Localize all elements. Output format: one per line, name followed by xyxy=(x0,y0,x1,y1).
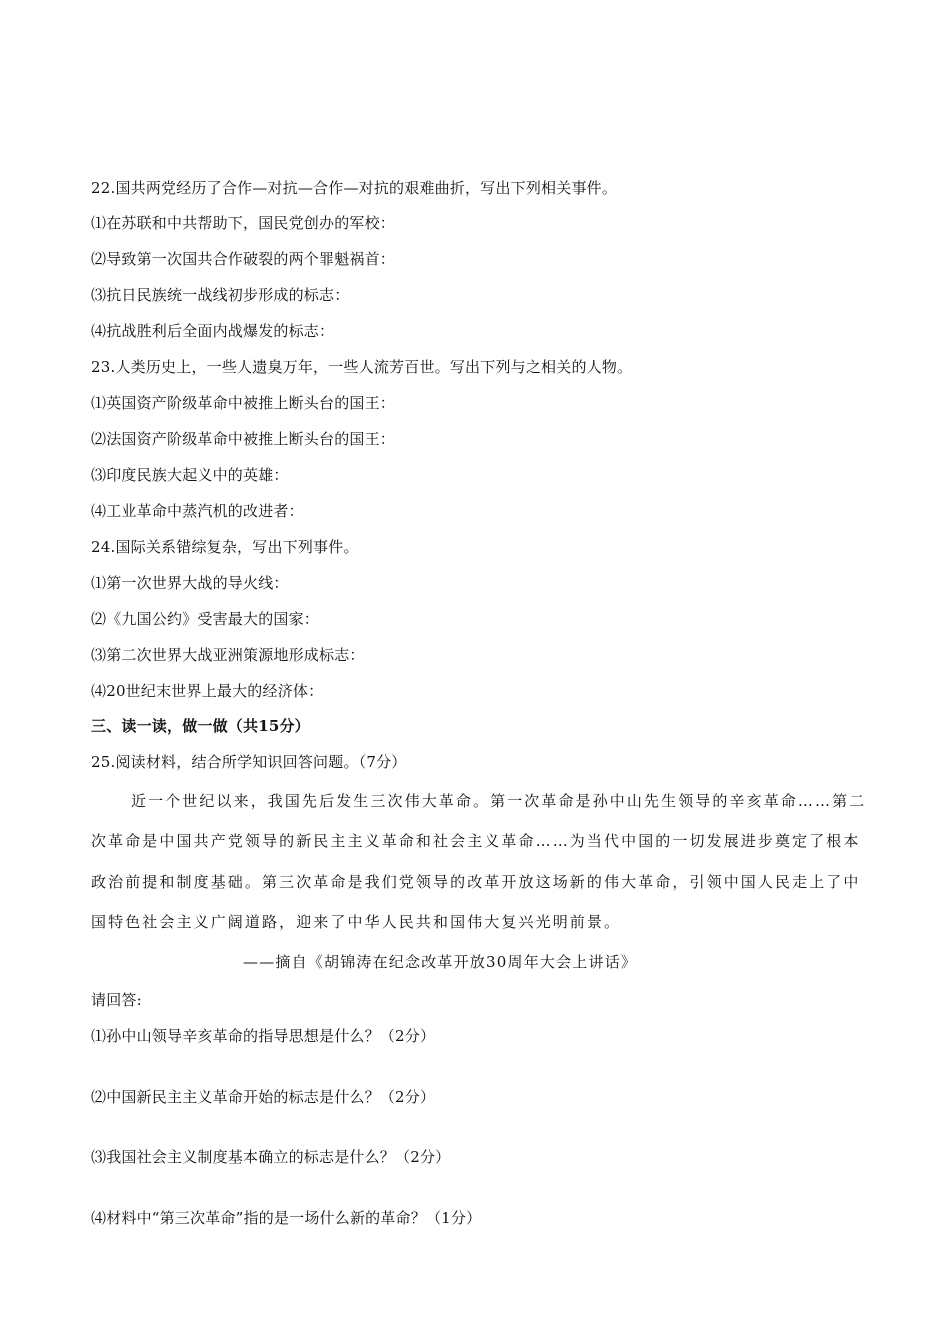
question-22-item-2: ⑵导致第一次国共合作破裂的两个罪魁祸首： xyxy=(91,250,396,268)
question-24-item-1: ⑴第一次世界大战的导火线： xyxy=(91,574,289,592)
question-23-item-1: ⑴英国资产阶级革命中被推上断头台的国王： xyxy=(91,394,396,412)
question-24-item-2: ⑵《九国公约》受害最大的国家： xyxy=(91,610,320,628)
question-23-stem: 23.人类历史上，一些人遗臭万年，一些人流芳百世。写出下列与之相关的人物。 xyxy=(91,358,633,376)
passage-line-4: 国特色社会主义广阔道路，迎来了中华人民共和国伟大复兴光明前景。 xyxy=(91,913,622,931)
question-24-item-4: ⑷20世纪末世界上最大的经济体： xyxy=(91,682,324,700)
passage-line-1: 近一个世纪以来，我国先后发生三次伟大革命。第一次革命是孙中山先生领导的辛亥革命……第二 xyxy=(131,792,867,810)
section-3-heading: 三、读一读，做一做（共15分） xyxy=(91,717,310,735)
question-25-sub-3: ⑶我国社会主义制度基本确立的标志是什么？（2分） xyxy=(91,1148,451,1166)
question-23-item-2: ⑵法国资产阶级革命中被推上断头台的国王： xyxy=(91,430,396,448)
question-22-item-4: ⑷抗战胜利后全面内战爆发的标志： xyxy=(91,322,335,340)
question-25-sub-2: ⑵中国新民主主义革命开始的标志是什么？（2分） xyxy=(91,1088,436,1106)
passage-line-3: 政治前提和制度基础。第三次革命是我们党领导的改革开放这场新的伟大革命，引领中国人民走上了中 xyxy=(91,873,861,891)
question-25-stem: 25.阅读材料，结合所学知识回答问题。（7分） xyxy=(91,753,407,771)
question-25-sub-1: ⑴孙中山领导辛亥革命的指导思想是什么？（2分） xyxy=(91,1027,436,1045)
question-22-stem: 22.国共两党经历了合作—对抗—合作—对抗的艰难曲折，写出下列相关事件。 xyxy=(91,179,618,197)
question-25-sub-4: ⑷材料中“第三次革命”指的是一场什么新的革命？（1分） xyxy=(91,1209,482,1227)
question-23-item-4: ⑷工业革命中蒸汽机的改进者： xyxy=(91,502,304,520)
question-22-item-3: ⑶抗日民族统一战线初步形成的标志： xyxy=(91,286,350,304)
passage-line-2: 次革命是中国共产党领导的新民主主义革命和社会主义革命……为当代中国的一切发展进步奠定了根本 xyxy=(91,832,861,850)
question-24-stem: 24.国际关系错综复杂，写出下列事件。 xyxy=(91,538,359,556)
question-24-item-3: ⑶第二次世界大战亚洲策源地形成标志： xyxy=(91,646,365,664)
question-22-item-1: ⑴在苏联和中共帮助下，国民党创办的军校： xyxy=(91,214,396,232)
question-23-item-3: ⑶印度民族大起义中的英雄： xyxy=(91,466,289,484)
passage-source: ——摘自《胡锦涛在纪念改革开放30周年大会上讲话》 xyxy=(243,953,638,971)
answer-prompt: 请回答: xyxy=(91,991,142,1009)
